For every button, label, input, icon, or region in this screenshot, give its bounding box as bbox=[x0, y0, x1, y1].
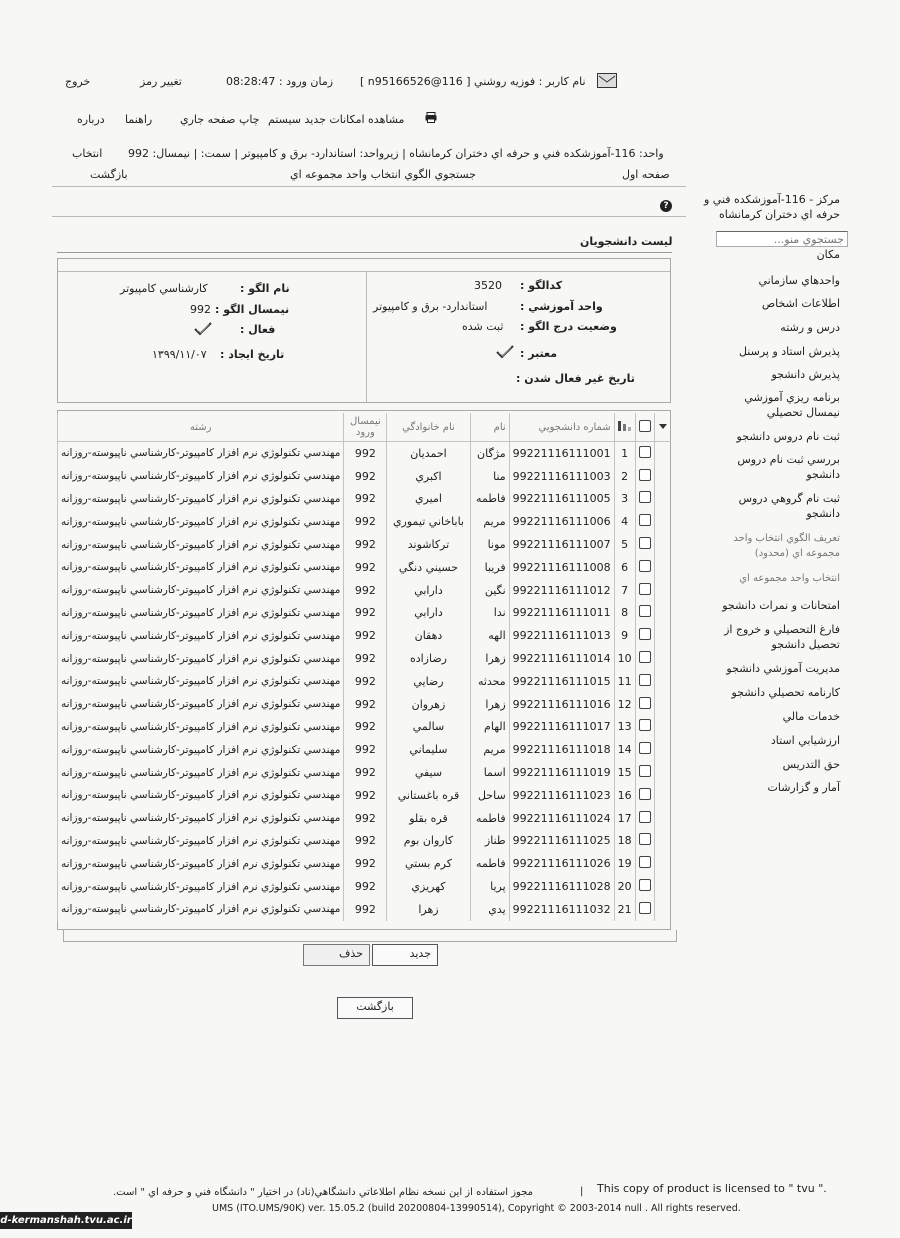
logout-link[interactable]: خروج bbox=[65, 75, 91, 88]
row-number: 18 bbox=[614, 830, 635, 853]
column-entry-term[interactable]: نيمسال ورود bbox=[344, 413, 387, 442]
student-id: 99221116111005 bbox=[509, 488, 614, 511]
table-row[interactable] bbox=[58, 830, 672, 853]
code-label: كدالگو : bbox=[520, 279, 563, 292]
first-name: فاطمه bbox=[470, 852, 509, 875]
row-spacer bbox=[655, 830, 671, 853]
first-name: مژگان bbox=[470, 442, 509, 465]
sidebar-item-reports[interactable]: آمار و گزارشات bbox=[767, 781, 840, 794]
row-spacer bbox=[655, 807, 671, 830]
sidebar-item-student-admission[interactable]: پذيرش دانشجو bbox=[771, 368, 840, 381]
unit-value: استاندارد- برق و كامپيوتر bbox=[373, 300, 488, 313]
sidebar-item-planning[interactable]: برنامه ريزي آموزشي نيمسال تحصيلي bbox=[744, 391, 840, 419]
first-name: طناز bbox=[470, 830, 509, 853]
row-checkbox[interactable] bbox=[635, 670, 655, 693]
row-number-header-icon bbox=[614, 413, 635, 442]
row-checkbox[interactable] bbox=[635, 738, 655, 761]
student-id: 99221116111011 bbox=[509, 602, 614, 625]
last-name: باباخاني تيموري bbox=[387, 510, 470, 533]
student-id: 99221116111025 bbox=[509, 830, 614, 853]
change-password-link[interactable]: تغيير رمز bbox=[140, 75, 182, 88]
user-info: نام کاربر : فوزيه روشني [ 116@n95166526 ] bbox=[360, 75, 586, 88]
students-table bbox=[57, 413, 671, 921]
field-of-study: مهندسي تكنولوژي نرم افزار كامپيوتر-كارشناسي ناپيوسته-روزانه bbox=[58, 898, 344, 921]
row-spacer bbox=[655, 556, 671, 579]
row-spacer bbox=[655, 761, 671, 784]
pattern-name-value: كارشناسي كامپيوتر bbox=[120, 282, 208, 295]
created-value: ۱۳۹۹/۱۱/۰۷ bbox=[152, 348, 207, 361]
sidebar-item-group-selection[interactable]: انتخاب واحد مجموعه اي bbox=[739, 573, 840, 584]
row-number: 1 bbox=[614, 442, 635, 465]
breadcrumb-home[interactable]: صفحه اول bbox=[622, 168, 670, 181]
row-spacer bbox=[655, 784, 671, 807]
mail-icon[interactable] bbox=[597, 73, 617, 91]
row-number: 11 bbox=[614, 670, 635, 693]
row-number: 8 bbox=[614, 602, 635, 625]
row-number: 3 bbox=[614, 488, 635, 511]
entry-term: 992 bbox=[344, 807, 387, 830]
first-name: محدثه bbox=[470, 670, 509, 693]
table-frame-shadow bbox=[63, 930, 677, 942]
entry-term: 992 bbox=[344, 716, 387, 739]
first-name: الهه bbox=[470, 624, 509, 647]
student-id: 99221116111006 bbox=[509, 510, 614, 533]
table-row[interactable] bbox=[58, 761, 672, 784]
sidebar-item-registration-review[interactable]: بررسي ثبت نام دروس دانشجو bbox=[737, 453, 840, 481]
row-spacer bbox=[655, 602, 671, 625]
row-spacer bbox=[655, 510, 671, 533]
sidebar-item-org-units[interactable]: واحدهاي سازماني bbox=[758, 274, 840, 287]
student-id: 99221116111016 bbox=[509, 693, 614, 716]
table-row[interactable] bbox=[58, 465, 672, 488]
row-number: 19 bbox=[614, 852, 635, 875]
row-number: 10 bbox=[614, 647, 635, 670]
row-checkbox[interactable] bbox=[635, 624, 655, 647]
row-checkbox[interactable] bbox=[635, 693, 655, 716]
sidebar-item-evaluation[interactable]: ارزشيابي استاد bbox=[770, 734, 840, 747]
student-id: 99221116111001 bbox=[509, 442, 614, 465]
student-id: 99221116111008 bbox=[509, 556, 614, 579]
last-name: اميري bbox=[387, 488, 470, 511]
menu-search-input[interactable] bbox=[716, 231, 848, 247]
row-number: 21 bbox=[614, 898, 635, 921]
status-label: وضعيت درج الگو : bbox=[520, 320, 617, 333]
last-name: زهرا bbox=[387, 898, 470, 921]
new-button[interactable]: جديد bbox=[372, 944, 438, 966]
sidebar-item-student-management[interactable]: مديريت آموزشي دانشجو bbox=[726, 662, 840, 675]
entry-term: 992 bbox=[344, 875, 387, 898]
sidebar-item-registration[interactable]: ثبت نام دروس دانشجو bbox=[736, 430, 840, 443]
table-row[interactable] bbox=[58, 488, 672, 511]
table-row[interactable] bbox=[58, 624, 672, 647]
entry-term: 992 bbox=[344, 442, 387, 465]
field-of-study: مهندسي تكنولوژي نرم افزار كامپيوتر-كارشناسي ناپيوسته-روزانه bbox=[58, 442, 344, 465]
entry-term: 992 bbox=[344, 647, 387, 670]
guide-link[interactable]: راهنما bbox=[125, 113, 153, 126]
last-name: زهروان bbox=[387, 693, 470, 716]
row-number: 14 bbox=[614, 738, 635, 761]
row-checkbox[interactable] bbox=[635, 602, 655, 625]
first-name: ساحل bbox=[470, 784, 509, 807]
first-name: فاطمه bbox=[470, 807, 509, 830]
row-checkbox[interactable] bbox=[635, 784, 655, 807]
site-watermark: d-kermanshah.tvu.ac.ir bbox=[0, 1212, 132, 1229]
field-of-study: مهندسي تكنولوژي نرم افزار كامپيوتر-كارشناسي ناپيوسته-روزانه bbox=[58, 465, 344, 488]
table-header-row bbox=[58, 413, 672, 442]
last-name: رضازاده bbox=[387, 647, 470, 670]
field-of-study: مهندسي تكنولوژي نرم افزار كامپيوتر-كارشناسي ناپيوسته-روزانه bbox=[58, 602, 344, 625]
entry-term: 992 bbox=[344, 556, 387, 579]
sidebar-item-teaching-fee[interactable]: حق التدريس bbox=[782, 758, 840, 771]
sidebar-center-title: مركز - 116-آموزشكده فني و حرفه اي دختران كرمانشاه bbox=[703, 193, 840, 221]
field-of-study: مهندسي تكنولوژي نرم افزار كامپيوتر-كارشناسي ناپيوسته-روزانه bbox=[58, 830, 344, 853]
row-spacer bbox=[655, 716, 671, 739]
first-name: فريبا bbox=[470, 556, 509, 579]
last-name: دارابي bbox=[387, 579, 470, 602]
row-spacer bbox=[655, 898, 671, 921]
row-checkbox[interactable] bbox=[635, 761, 655, 784]
last-name: دهقان bbox=[387, 624, 470, 647]
last-name: سيفي bbox=[387, 761, 470, 784]
row-number: 15 bbox=[614, 761, 635, 784]
last-name: كرم بستي bbox=[387, 852, 470, 875]
row-number: 9 bbox=[614, 624, 635, 647]
table-row[interactable] bbox=[58, 510, 672, 533]
field-of-study: مهندسي تكنولوژي نرم افزار كامپيوتر-كارشناسي ناپيوسته-روزانه bbox=[58, 716, 344, 739]
student-id: 99221116111014 bbox=[509, 647, 614, 670]
first-name: مونا bbox=[470, 533, 509, 556]
field-of-study: مهندسي تكنولوژي نرم افزار كامپيوتر-كارشناسي ناپيوسته-روزانه bbox=[58, 647, 344, 670]
table-row[interactable] bbox=[58, 647, 672, 670]
student-id: 99221116111023 bbox=[509, 784, 614, 807]
entry-term: 992 bbox=[344, 738, 387, 761]
field-of-study: مهندسي تكنولوژي نرم افزار كامپيوتر-كارشناسي ناپيوسته-روزانه bbox=[58, 556, 344, 579]
row-checkbox[interactable] bbox=[635, 898, 655, 921]
last-name: دارابي bbox=[387, 602, 470, 625]
field-of-study: مهندسي تكنولوژي نرم افزار كامپيوتر-كارشناسي ناپيوسته-روزانه bbox=[58, 579, 344, 602]
table-row[interactable] bbox=[58, 556, 672, 579]
row-number: 6 bbox=[614, 556, 635, 579]
footer-separator: | bbox=[580, 1186, 584, 1197]
row-spacer bbox=[655, 533, 671, 556]
row-checkbox[interactable] bbox=[635, 556, 655, 579]
student-id: 99221116111019 bbox=[509, 761, 614, 784]
sidebar-item-persons[interactable]: اطلاعات اشخاص bbox=[761, 297, 840, 310]
field-of-study: مهندسي تكنولوژي نرم افزار كامپيوتر-كارشناسي ناپيوسته-روزانه bbox=[58, 533, 344, 556]
select-all-checkbox[interactable] bbox=[635, 413, 655, 442]
student-id: 99221116111028 bbox=[509, 875, 614, 898]
last-name: سالمي bbox=[387, 716, 470, 739]
row-number: 7 bbox=[614, 579, 635, 602]
pattern-name-label: نام الگو : bbox=[240, 282, 290, 295]
status-value: ثبت شده bbox=[462, 320, 504, 333]
license-text-fa: مجوز استفاده از اين نسخه نظام اطلاعاتي دانشگاهي(ناد) در اختيار " دانشگاه فني و حرفه اي " است. bbox=[113, 1187, 534, 1198]
first-name: الهام bbox=[470, 716, 509, 739]
field-of-study: مهندسي تكنولوژي نرم افزار كامپيوتر-كارشناسي ناپيوسته-روزانه bbox=[58, 784, 344, 807]
table-row[interactable] bbox=[58, 852, 672, 875]
sidebar-item-transcript[interactable]: كارنامه تحصيلي دانشجو bbox=[731, 686, 840, 699]
last-name: حسيني دنگي bbox=[387, 556, 470, 579]
column-menu-icon[interactable] bbox=[655, 413, 671, 442]
row-checkbox[interactable] bbox=[635, 465, 655, 488]
entry-term: 992 bbox=[344, 670, 387, 693]
active-label: فعال : bbox=[240, 323, 276, 336]
row-number: 5 bbox=[614, 533, 635, 556]
entry-term: 992 bbox=[344, 488, 387, 511]
delete-button[interactable]: حذف bbox=[303, 944, 370, 966]
last-name: قره باغستاني bbox=[387, 784, 470, 807]
field-of-study: مهندسي تكنولوژي نرم افزار كامپيوتر-كارشناسي ناپيوسته-روزانه bbox=[58, 624, 344, 647]
sidebar-item-location[interactable]: مكان bbox=[816, 248, 840, 261]
license-text-en: This copy of product is licensed to " tvu ". bbox=[597, 1182, 827, 1195]
table-row[interactable] bbox=[58, 738, 672, 761]
valid-check-icon bbox=[496, 344, 514, 363]
entry-term: 992 bbox=[344, 761, 387, 784]
about-link[interactable]: درباره bbox=[77, 113, 105, 126]
field-of-study: مهندسي تكنولوژي نرم افزار كامپيوتر-كارشناسي ناپيوسته-روزانه bbox=[58, 693, 344, 716]
inactive-date-label: تاريخ غير فعال شدن : bbox=[516, 372, 635, 385]
version-text: UMS (ITO.UMS/90K) ver. 15.05.2 (build 20200804-13990514), Copyright © 2003-2014 null . All rights reserved. bbox=[212, 1203, 741, 1214]
last-name: كهريزي bbox=[387, 875, 470, 898]
table-row[interactable] bbox=[58, 875, 672, 898]
entry-term: 992 bbox=[344, 852, 387, 875]
entry-term: 992 bbox=[344, 465, 387, 488]
row-number: 17 bbox=[614, 807, 635, 830]
field-of-study: مهندسي تكنولوژي نرم افزار كامپيوتر-كارشناسي ناپيوسته-روزانه bbox=[58, 807, 344, 830]
breadcrumb-current: جستجوي الگوي انتخاب واحد مجموعه اي bbox=[290, 168, 476, 181]
row-spacer bbox=[655, 738, 671, 761]
entry-term: 992 bbox=[344, 693, 387, 716]
table-row[interactable] bbox=[58, 670, 672, 693]
divider bbox=[52, 186, 686, 187]
entry-term: 992 bbox=[344, 624, 387, 647]
first-name: مريم bbox=[470, 510, 509, 533]
active-check-icon bbox=[194, 321, 212, 340]
term-value: 992 bbox=[190, 303, 211, 316]
row-spacer bbox=[655, 579, 671, 602]
first-name: زهرا bbox=[470, 693, 509, 716]
row-spacer bbox=[655, 852, 671, 875]
row-checkbox[interactable] bbox=[635, 852, 655, 875]
section-title: ليست دانشجويان bbox=[580, 235, 673, 248]
first-name: مريم bbox=[470, 738, 509, 761]
table-row[interactable] bbox=[58, 693, 672, 716]
printer-icon[interactable] bbox=[425, 112, 437, 126]
unit-label: واحد آموزشي : bbox=[520, 300, 603, 313]
last-name: اكبري bbox=[387, 465, 470, 488]
row-spacer bbox=[655, 465, 671, 488]
field-of-study: مهندسي تكنولوژي نرم افزار كامپيوتر-كارشناسي ناپيوسته-روزانه bbox=[58, 875, 344, 898]
help-icon[interactable]: ? bbox=[660, 193, 672, 212]
student-id: 99221116111032 bbox=[509, 898, 614, 921]
first-name: نگين bbox=[470, 579, 509, 602]
first-name: منا bbox=[470, 465, 509, 488]
back-link-top[interactable]: بازگشت bbox=[90, 168, 128, 181]
student-id: 99221116111026 bbox=[509, 852, 614, 875]
select-link[interactable]: انتخاب bbox=[72, 147, 103, 160]
first-name: پريا bbox=[470, 875, 509, 898]
table-row[interactable] bbox=[58, 602, 672, 625]
last-name: سليماني bbox=[387, 738, 470, 761]
row-spacer bbox=[655, 647, 671, 670]
row-number: 13 bbox=[614, 716, 635, 739]
student-id: 99221116111017 bbox=[509, 716, 614, 739]
back-button[interactable]: بازگشت bbox=[337, 997, 413, 1019]
entry-term: 992 bbox=[344, 830, 387, 853]
first-name: زهرا bbox=[470, 647, 509, 670]
entry-term: 992 bbox=[344, 510, 387, 533]
code-value: 3520 bbox=[474, 279, 502, 292]
first-name: فاطمه bbox=[470, 488, 509, 511]
sidebar-item-courses[interactable]: درس و رشته bbox=[780, 321, 840, 334]
first-name: يدي bbox=[470, 898, 509, 921]
field-of-study: مهندسي تكنولوژي نرم افزار كامپيوتر-كارشناسي ناپيوسته-روزانه bbox=[58, 852, 344, 875]
row-spacer bbox=[655, 875, 671, 898]
student-id: 99221116111007 bbox=[509, 533, 614, 556]
row-checkbox[interactable] bbox=[635, 647, 655, 670]
table-row[interactable] bbox=[58, 784, 672, 807]
row-checkbox[interactable] bbox=[635, 716, 655, 739]
field-of-study: مهندسي تكنولوژي نرم افزار كامپيوتر-كارشناسي ناپيوسته-روزانه bbox=[58, 510, 344, 533]
login-time: زمان ورود : 08:28:47 bbox=[226, 75, 334, 88]
row-spacer bbox=[655, 693, 671, 716]
term-label: نيمسال الگو : bbox=[215, 303, 290, 316]
table-row[interactable] bbox=[58, 716, 672, 739]
table-row[interactable] bbox=[58, 807, 672, 830]
student-id: 99221116111015 bbox=[509, 670, 614, 693]
table-row[interactable] bbox=[58, 579, 672, 602]
divider bbox=[57, 252, 672, 253]
column-first-name[interactable]: نام bbox=[470, 413, 509, 442]
row-number: 4 bbox=[614, 510, 635, 533]
row-spacer bbox=[655, 670, 671, 693]
row-checkbox[interactable] bbox=[635, 807, 655, 830]
student-id: 99221116111012 bbox=[509, 579, 614, 602]
student-id: 99221116111018 bbox=[509, 738, 614, 761]
first-name: اسما bbox=[470, 761, 509, 784]
last-name: قره بقلو bbox=[387, 807, 470, 830]
created-label: تاريخ ايجاد : bbox=[220, 348, 285, 361]
row-checkbox[interactable] bbox=[635, 510, 655, 533]
whats-new-link[interactable]: مشاهده امكانات جديد سيستم bbox=[268, 113, 405, 126]
row-checkbox[interactable] bbox=[635, 488, 655, 511]
row-spacer bbox=[655, 488, 671, 511]
sidebar-item-exams[interactable]: امتحانات و نمرات دانشجو bbox=[722, 599, 840, 612]
row-number: 12 bbox=[614, 693, 635, 716]
entry-term: 992 bbox=[344, 784, 387, 807]
last-name: احمديان bbox=[387, 442, 470, 465]
field-of-study: مهندسي تكنولوژي نرم افزار كامپيوتر-كارشناسي ناپيوسته-روزانه bbox=[58, 670, 344, 693]
row-checkbox[interactable] bbox=[635, 830, 655, 853]
sidebar-item-financial[interactable]: خدمات مالي bbox=[782, 710, 840, 723]
row-checkbox[interactable] bbox=[635, 875, 655, 898]
student-id: 99221116111024 bbox=[509, 807, 614, 830]
sidebar-item-define-pattern[interactable]: تعريف الگوي انتخاب واحد مجموعه اي (محدود) bbox=[733, 533, 840, 559]
table-body bbox=[58, 442, 672, 921]
first-name: ندا bbox=[470, 602, 509, 625]
entry-term: 992 bbox=[344, 579, 387, 602]
table-row[interactable] bbox=[58, 898, 672, 921]
valid-label: معتبر : bbox=[520, 347, 558, 360]
unit-info: واحد: 116-آموزشكده فني و حرفه اي دختران كرمانشاه | زيرواحد: استاندارد- برق و كامپيوتر | سمت: | نيمسال: 992 bbox=[128, 147, 664, 160]
divider bbox=[52, 216, 686, 217]
row-spacer bbox=[655, 624, 671, 647]
row-number: 16 bbox=[614, 784, 635, 807]
last-name: كاروان بوم bbox=[387, 830, 470, 853]
field-of-study: مهندسي تكنولوژي نرم افزار كامپيوتر-كارشناسي ناپيوسته-روزانه bbox=[58, 488, 344, 511]
entry-term: 992 bbox=[344, 533, 387, 556]
student-id: 99221116111003 bbox=[509, 465, 614, 488]
row-checkbox[interactable] bbox=[635, 442, 655, 465]
sidebar-item-graduation[interactable]: فارغ التحصيلي و خروج از تحصيل دانشجو bbox=[724, 623, 840, 651]
field-of-study: مهندسي تكنولوژي نرم افزار كامپيوتر-كارشناسي ناپيوسته-روزانه bbox=[58, 761, 344, 784]
row-number: 20 bbox=[614, 875, 635, 898]
table-row[interactable] bbox=[58, 442, 672, 465]
print-page-link[interactable]: چاپ صفحه جاري bbox=[180, 113, 260, 126]
entry-term: 992 bbox=[344, 898, 387, 921]
last-name: رضايي bbox=[387, 670, 470, 693]
table-row[interactable] bbox=[58, 533, 672, 556]
field-of-study: مهندسي تكنولوژي نرم افزار كامپيوتر-كارشناسي ناپيوسته-روزانه bbox=[58, 738, 344, 761]
column-student-id[interactable]: شماره دانشجويي bbox=[509, 413, 614, 442]
row-checkbox[interactable] bbox=[635, 579, 655, 602]
last-name: تركاشوند bbox=[387, 533, 470, 556]
entry-term: 992 bbox=[344, 602, 387, 625]
column-last-name[interactable]: نام خانوادگي bbox=[387, 413, 470, 442]
row-checkbox[interactable] bbox=[635, 533, 655, 556]
sidebar-item-group-registration[interactable]: ثبت نام گروهي دروس دانشجو bbox=[738, 492, 840, 520]
student-id: 99221116111013 bbox=[509, 624, 614, 647]
column-field[interactable]: رشته bbox=[58, 413, 344, 442]
row-spacer bbox=[655, 442, 671, 465]
row-number: 2 bbox=[614, 465, 635, 488]
sidebar-item-staff-admission[interactable]: پذيرش استاد و پرسنل bbox=[738, 345, 840, 358]
